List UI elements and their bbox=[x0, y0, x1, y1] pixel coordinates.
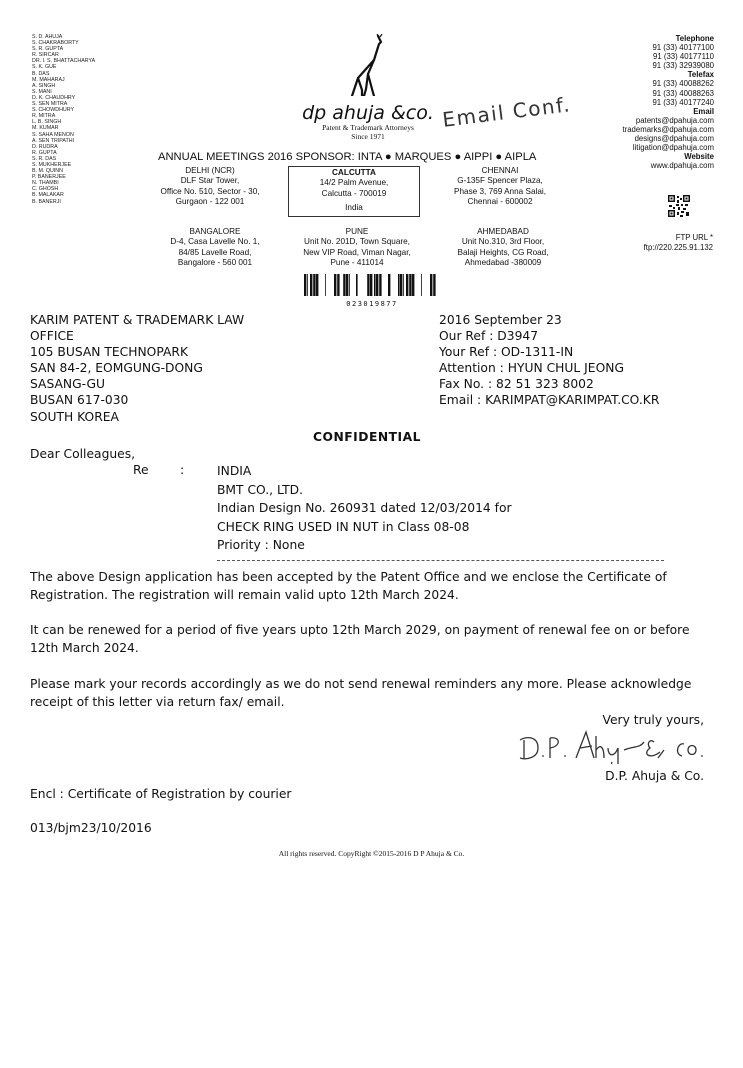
email-address[interactable]: designs@dpahuja.com bbox=[634, 134, 714, 144]
contact-block bbox=[622, 34, 714, 170]
office-line: Chennai - 600002 bbox=[467, 197, 533, 207]
partner-name: S. K. GUE bbox=[32, 64, 57, 71]
office-line: 84/85 Lavelle Road, bbox=[178, 247, 252, 257]
signatory-name: D.P. Ahuja & Co. bbox=[605, 769, 704, 783]
email-address[interactable]: patents@dpahuja.com bbox=[635, 115, 714, 125]
closing: Very truly yours, bbox=[602, 713, 704, 727]
telephone-number: 91 (33) 32939080 bbox=[652, 61, 714, 71]
partner-name: S. R. GUPTA bbox=[32, 46, 64, 53]
partner-name: S. R. DAS bbox=[32, 155, 57, 162]
email-address[interactable]: trademarks@dpahuja.com bbox=[622, 124, 714, 134]
partner-name: S. MANI bbox=[32, 88, 52, 95]
office-name: BANGALORE bbox=[189, 227, 241, 236]
office-chennai bbox=[435, 166, 565, 208]
office-pune bbox=[292, 227, 422, 269]
qr-code-icon bbox=[668, 195, 690, 222]
barcode-number: 023019877 bbox=[346, 300, 398, 308]
telefax-number: 91 (33) 40177240 bbox=[652, 97, 714, 107]
enclosure-line: Encl : Certificate of Registration by courier bbox=[30, 787, 292, 801]
re-colon: : bbox=[180, 463, 185, 477]
office-line: 14/2 Palm Avenue, bbox=[319, 178, 389, 188]
reference-block bbox=[439, 312, 659, 409]
partner-name: D. K. CHAUDHRY bbox=[32, 94, 76, 101]
partner-name: B. MALAKAR bbox=[32, 192, 64, 199]
our-ref: Our Ref : D3947 bbox=[439, 329, 539, 344]
partner-name: M. KUMAR bbox=[32, 125, 59, 132]
partner-name: B. BANERJI bbox=[32, 198, 61, 205]
office-line: Unit No.310, 3rd Floor, bbox=[461, 237, 545, 247]
divider-line bbox=[217, 560, 664, 561]
salutation: Dear Colleagues, bbox=[30, 447, 136, 461]
partner-name: B. M. QUINN bbox=[32, 168, 63, 175]
subject-line: Priority : None bbox=[217, 538, 305, 553]
office-name: PUNE bbox=[345, 227, 369, 236]
copyright-notice: All rights reserved. CopyRight ©2015-2016 D P Ahuja & Co. bbox=[278, 849, 465, 858]
ftp-block bbox=[644, 233, 713, 252]
body-paragraph-1: The above Design application has been accepted by the Patent Office and we enclose the Certificate of Registration. The registration will remain valid upto 12th March 2024. bbox=[30, 570, 667, 602]
fax-number: Fax No. : 82 51 323 8002 bbox=[439, 377, 594, 392]
office-delhi bbox=[145, 166, 275, 208]
ftp-link[interactable]: ftp://220.225.91.132 bbox=[643, 242, 713, 252]
email-address[interactable]: litigation@dpahuja.com bbox=[632, 143, 714, 153]
office-calcutta-box bbox=[288, 166, 420, 217]
firm-name: dp ahuja &co. bbox=[302, 102, 434, 124]
office-line: Bangalore - 560 001 bbox=[177, 258, 253, 268]
sponsor-line: ANNUAL MEETINGS 2016 SPONSOR: INTA ● MARQUES ● AIPPI ● AIPLA bbox=[158, 151, 537, 163]
body-paragraph-3: Please mark your records accordingly as we do not send renewal reminders any more. Please acknowledge receipt of this letter via return fax/ email. bbox=[30, 677, 692, 709]
partner-name: N. THAMBI bbox=[32, 180, 59, 187]
telefax-label: Telefax bbox=[687, 70, 714, 80]
re-label: Re bbox=[133, 463, 149, 477]
office-name: CHENNAI bbox=[481, 166, 519, 175]
office-line: Calcutta - 700019 bbox=[321, 188, 387, 198]
partner-name: R. MITRA bbox=[32, 113, 56, 120]
address-line: BUSAN 617-030 bbox=[30, 393, 129, 408]
partner-name: S. MUKHERJEE bbox=[32, 161, 72, 168]
partner-name: B. DAS bbox=[32, 70, 50, 77]
partner-name: A. SINGH bbox=[32, 82, 56, 89]
office-line: Office No. 510, Sector - 30, bbox=[160, 186, 260, 196]
subject-line: INDIA bbox=[217, 464, 252, 478]
partner-name: A. SEN TRIPATHI bbox=[32, 137, 75, 144]
office-calcutta bbox=[288, 166, 420, 217]
office-bangalore bbox=[150, 227, 280, 269]
firm-since: Since 1971 bbox=[351, 132, 385, 141]
address-line: SAN 84-2, EOMGUNG-DONG bbox=[30, 361, 203, 376]
office-name: AHMEDABAD bbox=[477, 227, 529, 236]
website-link[interactable]: www.dpahuja.com bbox=[650, 161, 714, 171]
partner-name: DR. I. S. BHATTACHARYA bbox=[32, 58, 96, 65]
partner-name: S. CHOWDHURY bbox=[32, 107, 74, 114]
office-line: DLF Star Tower, bbox=[180, 176, 240, 186]
recipient-address bbox=[30, 312, 244, 425]
barcode-icon bbox=[303, 274, 441, 296]
address-line: 105 BUSAN TECHNOPARK bbox=[30, 345, 189, 360]
office-line: D-4, Casa Lavelle No. 1, bbox=[170, 237, 260, 247]
attention: Attention : HYUN CHUL JEONG bbox=[439, 361, 624, 376]
partner-name: P. BANERJEE bbox=[32, 174, 66, 181]
partner-name: R. SIRCAR bbox=[32, 52, 59, 59]
telephone-number: 91 (33) 40177100 bbox=[652, 43, 714, 53]
reference-code: 013/bjm23/10/2016 bbox=[30, 821, 152, 835]
address-line: SOUTH KOREA bbox=[30, 409, 119, 424]
office-name: DELHI (NCR) bbox=[185, 166, 235, 175]
subject-line: Indian Design No. 260931 dated 12/03/2014 for bbox=[217, 501, 512, 516]
office-line: Phase 3, 769 Anna Salai, bbox=[454, 186, 546, 196]
office-line: India bbox=[345, 203, 363, 213]
subject-block bbox=[217, 462, 512, 555]
office-line: Unit No. 201D, Town Square, bbox=[304, 237, 410, 247]
partner-name: C. GHOSH bbox=[32, 186, 59, 193]
website-label: Website bbox=[684, 152, 714, 162]
email-label: Email bbox=[693, 106, 714, 116]
partner-name: R. GUPTA bbox=[32, 149, 57, 156]
office-line: G-135F Spencer Plaza, bbox=[457, 176, 543, 186]
office-name: CALCUTTA bbox=[332, 168, 376, 177]
partner-name: S. SEN MITRA bbox=[32, 101, 68, 108]
firm-logo bbox=[298, 34, 438, 141]
subject-line: BMT CO., LTD. bbox=[217, 482, 304, 497]
partner-name: L. B. SINGH bbox=[32, 119, 62, 126]
partner-name: S. SAHA MENON bbox=[32, 131, 74, 138]
recipient-email: Email : KARIMPAT@KARIMPAT.CO.KR bbox=[439, 393, 660, 408]
ftp-label: FTP URL * bbox=[675, 233, 713, 242]
office-line: Pune - 411014 bbox=[330, 258, 384, 268]
partner-name: S. D. AHUJA bbox=[32, 34, 63, 40]
handwritten-signature bbox=[516, 728, 716, 769]
address-line: OFFICE bbox=[30, 329, 74, 344]
office-line: Balaji Heights, CG Road, bbox=[457, 247, 549, 257]
letter-date: 2016 September 23 bbox=[439, 313, 562, 327]
telephone-label: Telephone bbox=[675, 34, 714, 43]
address-line: SASANG-GU bbox=[30, 377, 106, 392]
your-ref: Your Ref : OD-1311-IN bbox=[439, 345, 574, 360]
barcode bbox=[303, 274, 441, 308]
email-conf-stamp: Email Conf. bbox=[441, 92, 573, 132]
address-line: KARIM PATENT & TRADEMARK LAW bbox=[30, 313, 245, 327]
subject-line: CHECK RING USED IN NUT in Class 08-08 bbox=[217, 519, 470, 534]
partner-name: S. CHAKRABORTY bbox=[32, 40, 79, 47]
telephone-number: 91 (33) 40177110 bbox=[653, 52, 714, 62]
firm-tagline: Patent & Trademark Attorneys bbox=[322, 123, 414, 132]
office-line: Ahmedabad -380009 bbox=[464, 258, 542, 268]
telefax-number: 91 (33) 40088262 bbox=[652, 79, 714, 89]
partner-name: D. RUDRA bbox=[32, 143, 58, 150]
giraffe-logo-icon bbox=[338, 34, 398, 96]
telefax-number: 91 (33) 40088263 bbox=[652, 88, 714, 98]
office-ahmedabad bbox=[438, 227, 568, 269]
partner-list bbox=[32, 34, 95, 205]
confidential-heading: CONFIDENTIAL bbox=[313, 430, 421, 444]
office-line: Gurgaon - 122 001 bbox=[175, 197, 245, 207]
body-paragraph-2: It can be renewed for a period of five years upto 12th March 2029, on payment of renewal fee on or before 12th March 2024. bbox=[30, 623, 690, 655]
partner-name: M. MAHARAJ bbox=[32, 76, 65, 83]
office-line: New VIP Road, Viman Nagar, bbox=[303, 247, 411, 257]
